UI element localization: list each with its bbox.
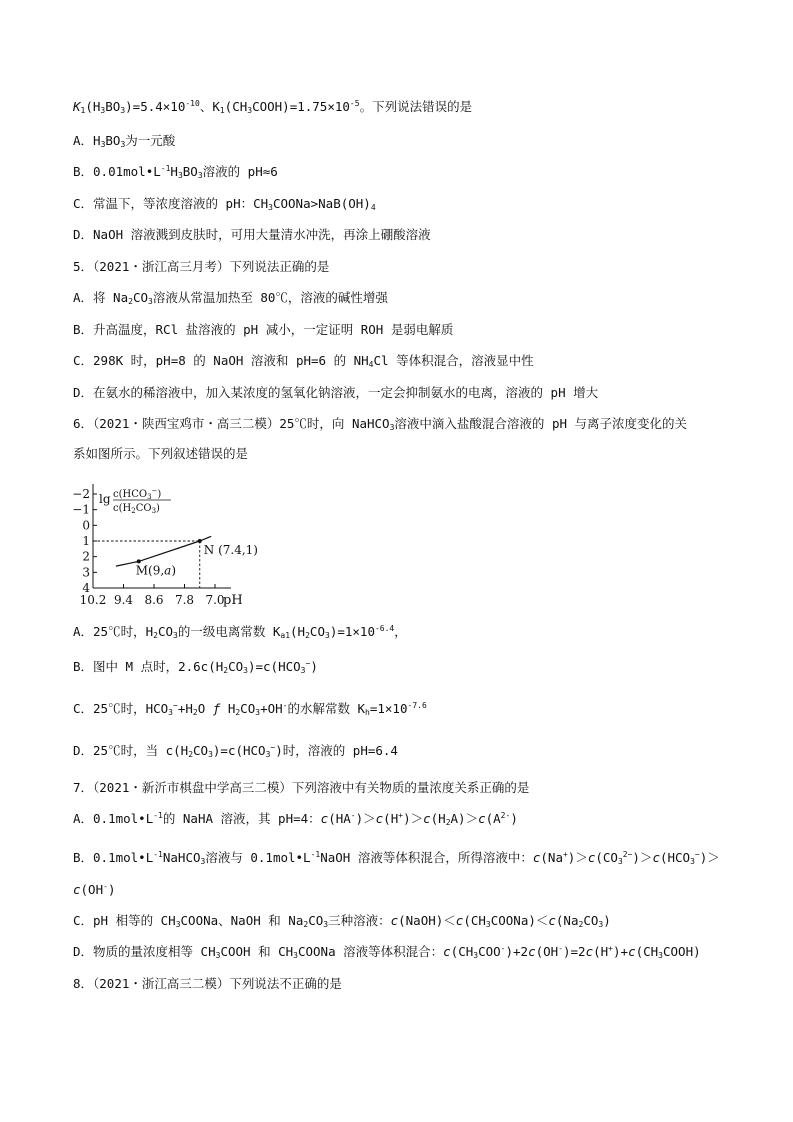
option-a-q7: A．$0.1mol•L^{-1}$的 NaHA 溶液，其 pH=4：$c(HA^-)>c(H^+)>c(H_2A)>c(A^{2-})$ bbox=[73, 811, 518, 827]
y-tick-label: −2 bbox=[73, 487, 90, 501]
x-tick-label: 7.0 bbox=[205, 593, 225, 607]
option-a-q5: A．将 $Na_2CO_3$溶液从常温加热至 80℃，溶液的碱性增强 bbox=[73, 290, 388, 306]
option-c-q5: C．298K 时，pH=8 的 NaOH 溶液和 pH=6 的 $NH_4Cl$ 等体积混合，溶液显中性 bbox=[73, 353, 534, 369]
y-label-denominator: $c(H_2CO_3)$ bbox=[113, 503, 160, 515]
text-line-ka-values: $K_1(H_3BO_3)=5.4\times 10^{-10}$、$K_1(CH_3COOH)=1.75\times 10^{-5}$。下列说法错误的是 bbox=[73, 99, 473, 115]
y-tick-label: 2 bbox=[82, 549, 90, 564]
chart-svg bbox=[73, 476, 303, 616]
point-n bbox=[198, 539, 202, 543]
option-b-q5: B．升高温度，RCl 盐溶液的 pH 减小，一定证明 ROH 是弱电解质 bbox=[73, 322, 454, 337]
point-m-label: M(9,a) bbox=[135, 563, 177, 578]
point-n-label: N (7.4,1) bbox=[203, 543, 258, 557]
ph-ratio-chart bbox=[73, 476, 303, 616]
option-d-q6: D．25℃时，当 $c(H_2CO_3)=c(HCO_3^-)$时，溶液的 pH=6.4 bbox=[73, 743, 398, 759]
question-5-heading: 5．（2021・浙江高三月考）下列说法正确的是 bbox=[73, 259, 330, 274]
question-6-heading-cont: 系如图所示。下列叙述错误的是 bbox=[73, 446, 249, 461]
option-d-q5: D．在氨水的稀溶液中，加入某浓度的氢氧化钠溶液，一定会抑制氨水的电离，溶液的 pH 增大 bbox=[73, 385, 599, 400]
question-8-heading: 8．（2021・浙江高三二模）下列说法不正确的是 bbox=[73, 976, 342, 991]
x-tick-label: 9.4 bbox=[113, 593, 134, 607]
y-tick-label: 3 bbox=[82, 565, 90, 580]
option-a-q6: A．25℃时，$H_2CO_3$的一级电离常数 $K_{a1}(H_2CO_3)=1\times 10^{-6.4}$， bbox=[73, 624, 407, 640]
x-tick-label: 8.6 bbox=[144, 593, 164, 607]
option-d-q7: D．物质的量浓度相等 $CH_3COOH$ 和 $CH_3COONa$ 溶液等体积混合：$c(CH_3COO^-)+2c(OH^-)=2c(H^+)+c(CH_3COOH)$ bbox=[73, 944, 701, 960]
x-ticks bbox=[80, 584, 225, 607]
option-c-q6: C．25℃时，$HCO_3^-+H_2O$ ƒ $H_2CO_3+OH^-$的水解常数 $K_h=1\times 10^{-7.6}$ bbox=[73, 701, 427, 717]
option-d-q4: D．NaOH 溶液溅到皮肤时，可用大量清水冲洗，再涂上硼酸溶液 bbox=[73, 227, 431, 242]
option-a-q4: A．$H_3BO_3$为一元酸 bbox=[73, 133, 176, 149]
x-axis-label: pH bbox=[223, 593, 243, 608]
option-b-q6: B．图中 M 点时，$2.6c(H_2CO_3)=c(HCO_3^-)$ bbox=[73, 659, 318, 675]
y-label-prefix: lg bbox=[99, 492, 111, 506]
y-tick-label: 0 bbox=[82, 518, 90, 533]
option-b-q7: B．$0.1mol•L^{-1}NaHCO_3$溶液与 $0.1mol•L^{-1}NaOH$ 溶液等体积混合，所得溶液中：$c(Na^+)>c(CO_3^{2-})>c(HCO_3^-)>$ bbox=[73, 850, 720, 866]
option-c-q7: C．pH 相等的 $CH_3COONa$、NaOH 和 $Na_2CO_3$三种溶液：$c(NaOH)<c(CH_3COONa)<c(Na_2CO_3)$ bbox=[73, 913, 611, 929]
labeled-points bbox=[136, 539, 258, 577]
y-tick-label: 1 bbox=[82, 534, 90, 548]
option-b-q7-cont: c(OH-) bbox=[73, 882, 116, 897]
option-b-q4: B．$0.01mol•L^{-1}H_3BO_3$溶液的 pH≈6 bbox=[73, 164, 278, 180]
y-label-numerator: $c(HCO_3^-)$ bbox=[113, 487, 162, 501]
y-axis-label bbox=[99, 487, 171, 515]
question-6-heading: 6．（2021・陕西宝鸡市・高三二模）25℃时，向 NaHCO$_3$溶液中滴入盐酸混合溶液的 pH 与离子浓度变化的关 bbox=[73, 416, 688, 432]
question-7-heading: 7．（2021・新沂市棋盘中学高三二模）下列溶液中有关物质的量浓度关系正确的是 bbox=[73, 780, 530, 795]
y-tick-label: 4 bbox=[82, 581, 90, 595]
y-tick-label: −1 bbox=[73, 502, 90, 517]
x-tick-label: 7.8 bbox=[174, 593, 195, 607]
x-tick-label: 10.2 bbox=[79, 593, 107, 607]
option-c-q4: C．常温下，等浓度溶液的 pH：$CH_3COONa>NaB(OH)_4$ bbox=[73, 196, 376, 212]
